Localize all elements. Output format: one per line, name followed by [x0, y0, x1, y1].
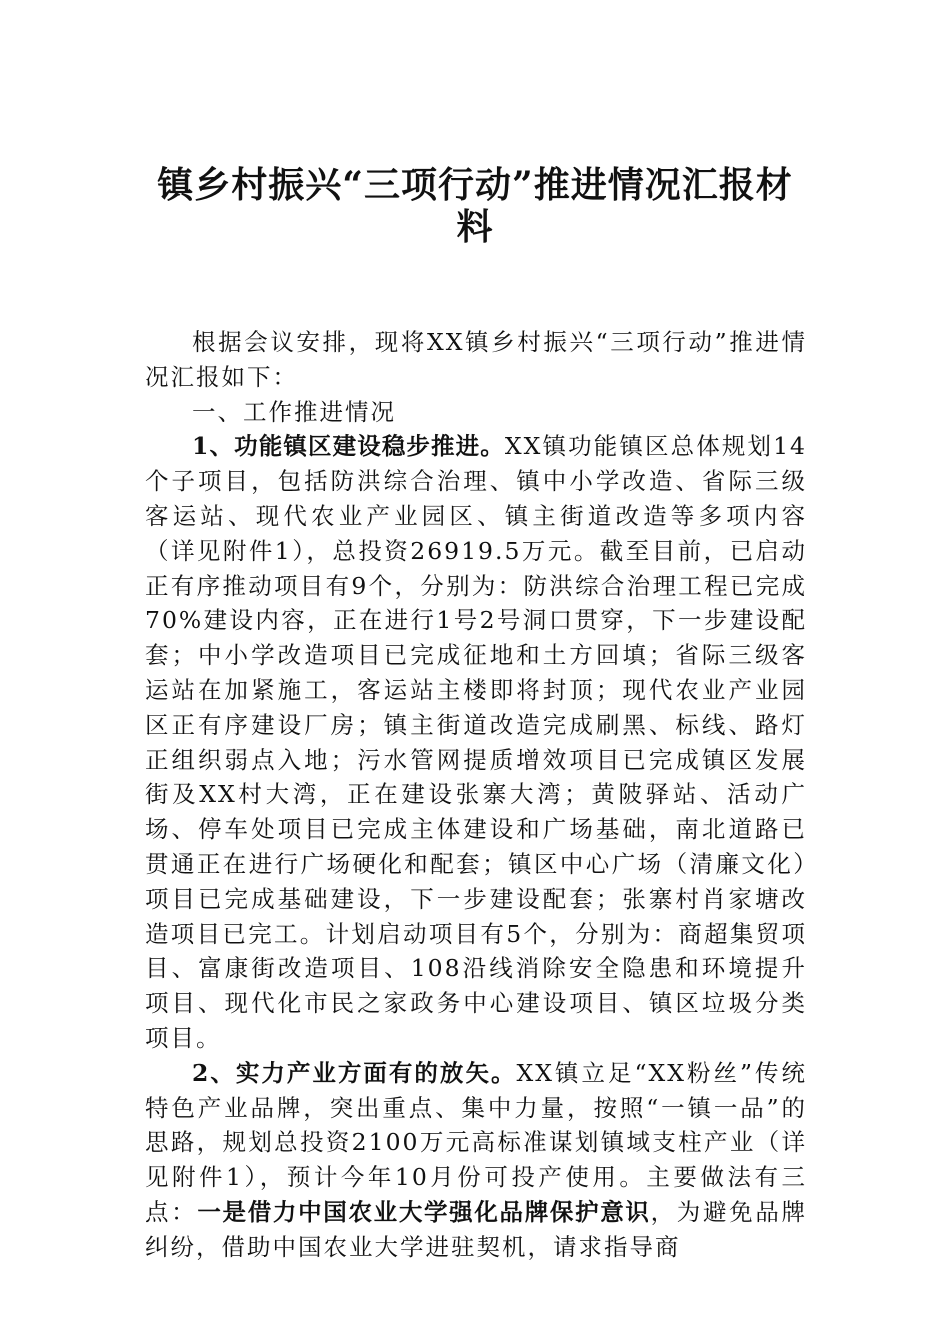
item-1-body: XX镇功能镇区总体规划14个子项目，包括防洪综合治理、镇中小学改造、省际三级客运站、现代农业产业园区、镇主街道改造等多项内容（详见附件1），总投资26919.5万元。截至目前，已启动正有序推动项目有9个，分别为：防洪综合治理工程已完成70%建设内容，正在进行1号2号洞口贯穿，下一步建设配套；中小学改造项目已完成征地和土方回填；省际三级客运站在加紧施工，客运站主楼即将封顶；现代农业产业园区正有序建设厂房；镇主街道改造完成刷黑、标线、路灯正组织弱点入地；污水管网提质增效项目已完成镇区发展街及XX村大湾，正在建设张寨大湾；黄陂驿站、活动广场、停车处项目已完成主体建设和广场基础，南北道路已贯通正在进行广场硬化和配套；镇区中心广场（清廉文化）项目已完成基础建设，下一步建设配套；张寨村肖家塘改造项目已完工。计划启动项目有5个，分别为：商超集贸项目、富康街改造项目、108沿线消除安全隐患和环境提升项目、现代化市民之家政务中心建设项目、镇区垃圾分类项目。: [145, 432, 807, 1052]
item-2-body: XX镇立足“XX粉丝”传统特色产业品牌，突出重点、集中力量，按照“一镇一品”的思路，规划总投资2100万元高标准谋划镇域支柱产业（详见附件1），预计今年10月份可投产使用。主要做法有三点：: [145, 1058, 807, 1226]
item-2-point-1-body: ，为避免品牌纠纷，借助中国农业大学进驻契机，请求指导商: [145, 1197, 808, 1261]
intro-paragraph: 根据会议安排，现将XX镇乡村振兴“三项行动”推进情况汇报如下：: [145, 328, 807, 391]
section-heading: 一、工作推进情况: [192, 397, 396, 426]
document-body: [145, 325, 807, 1265]
item-1-paragraph: [145, 429, 807, 1055]
document-title-line-2: 料: [456, 206, 494, 248]
item-1-lead: 1、功能镇区建设稳步推进。: [192, 432, 505, 461]
item-2-lead: 2、实力产业方面有的放矢。: [192, 1058, 517, 1087]
item-2-paragraph: [145, 1056, 807, 1265]
document-title-line-1: 镇乡村振兴“三项行动”推进情况汇报材: [157, 164, 793, 206]
item-2-point-1-lead: 一是借力中国农业大学强化品牌保护意识: [197, 1197, 651, 1226]
